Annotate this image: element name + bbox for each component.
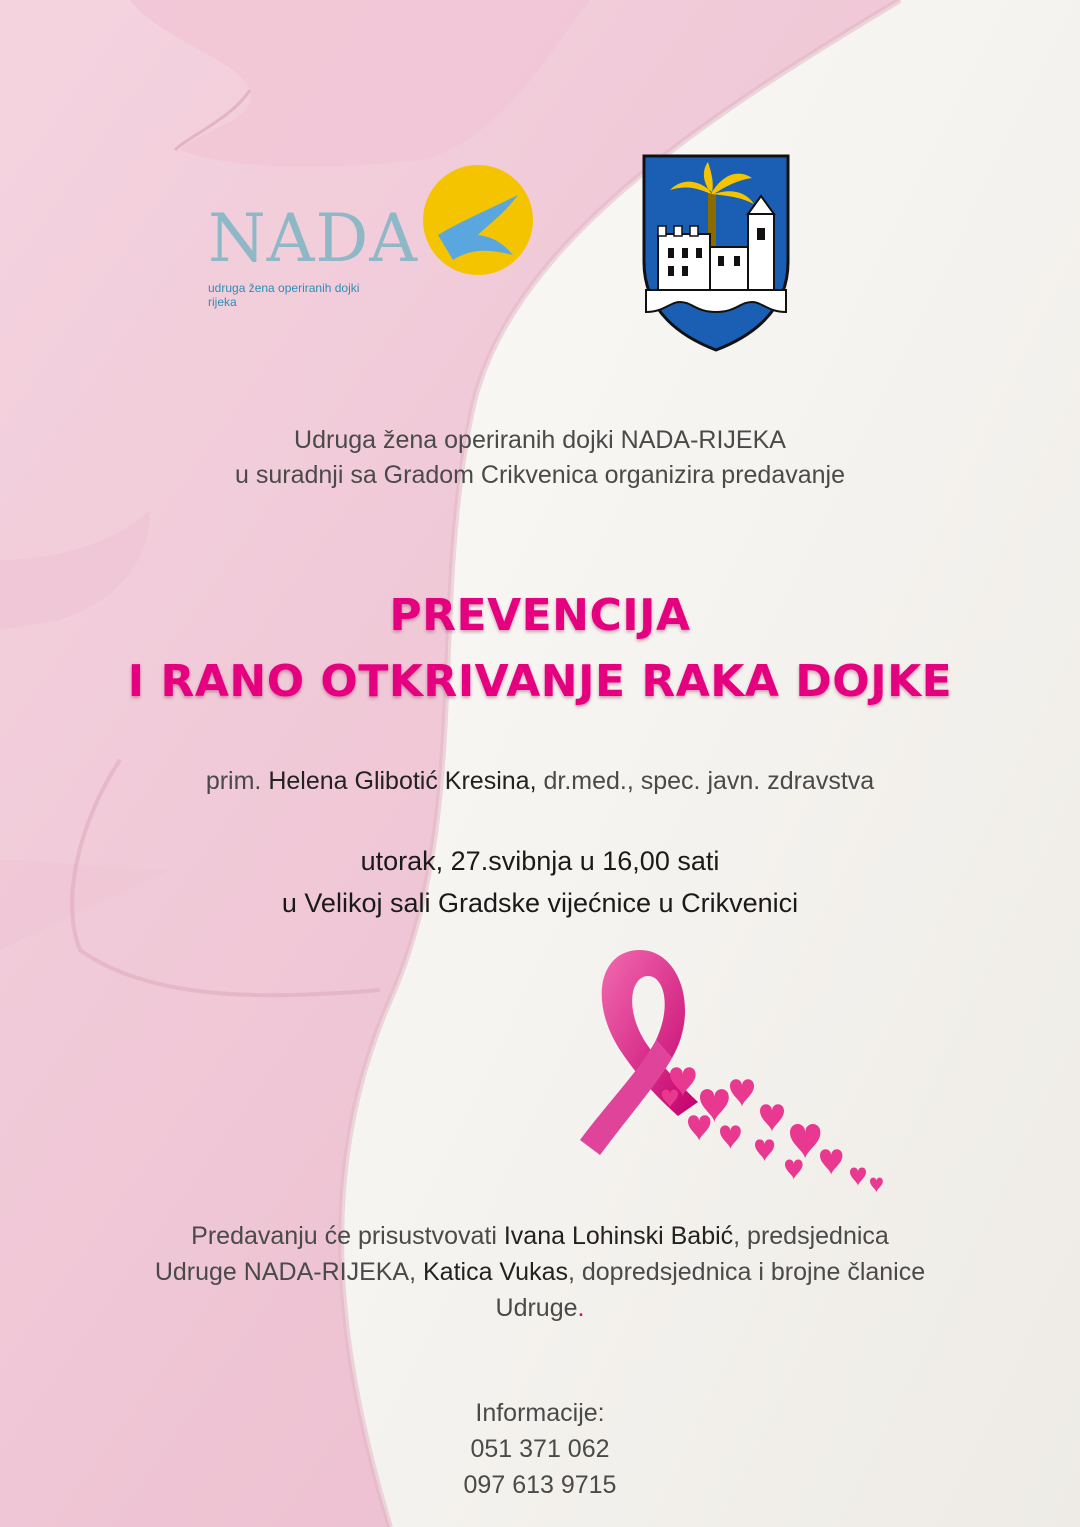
president-name: Ivana Lohinski Babić (503, 1222, 734, 1250)
intro-line-1: Udruga žena operiranih dojki NADA-RIJEKA (294, 426, 786, 454)
event-title (0, 588, 1080, 710)
event-datetime (0, 842, 1080, 922)
vice-president-name: Katica Vukas (422, 1258, 568, 1286)
attendance-line-2 (0, 1254, 1080, 1290)
nada-tagline-2: rijeka (208, 295, 237, 309)
speaker-prefix: prim. (205, 767, 262, 795)
attendance-line-3 (0, 1290, 1080, 1326)
title-line-1: PREVENCIJA (389, 590, 691, 641)
attendance-text-3: Udruge NADA-RIJEKA, (154, 1258, 423, 1286)
title-line-2: I RANO OTKRIVANJE RAKA DOJKE (127, 656, 953, 707)
attendance-text-4: , dopredsjednica i brojne članice (567, 1258, 926, 1286)
intro-line-2: u suradnji sa Gradom Crikvenica organizira predavanje (234, 461, 846, 489)
speaker-line (0, 767, 1080, 796)
attendance-text-2: , predsjednica (733, 1222, 889, 1250)
phone-1: 051 371 062 (470, 1435, 610, 1463)
pink-dot: . (577, 1294, 585, 1322)
event-venue: u Velikoj sali Gradske vijećnice u Crikvenici (281, 888, 799, 918)
nada-tagline-1: udruga žena operiranih dojki (208, 281, 360, 295)
attendance-text (0, 1218, 1080, 1326)
nada-wordmark: NADA (208, 200, 418, 277)
pink-ribbon-hearts-icon (560, 940, 900, 1200)
speaker-suffix: dr.med., spec. javn. zdravstva (543, 767, 875, 795)
speaker-name: Helena Glibotić Kresina, (268, 767, 537, 795)
event-date: utorak, 27.svibnja u 16,00 sati (360, 846, 720, 876)
sun-swallow-icon (418, 165, 538, 285)
info-label: Informacije: (475, 1399, 605, 1427)
intro-text (0, 423, 1080, 493)
attendance-text-1: Predavanju će prisustvovati (191, 1222, 504, 1250)
crikvenica-coat-of-arms-icon (640, 152, 792, 354)
contact-info (400, 1395, 680, 1503)
phone-2: 097 613 9715 (463, 1471, 617, 1499)
nada-logo (200, 165, 540, 325)
attendance-text-5: Udruge (495, 1294, 578, 1322)
attendance-line-1 (0, 1218, 1080, 1254)
